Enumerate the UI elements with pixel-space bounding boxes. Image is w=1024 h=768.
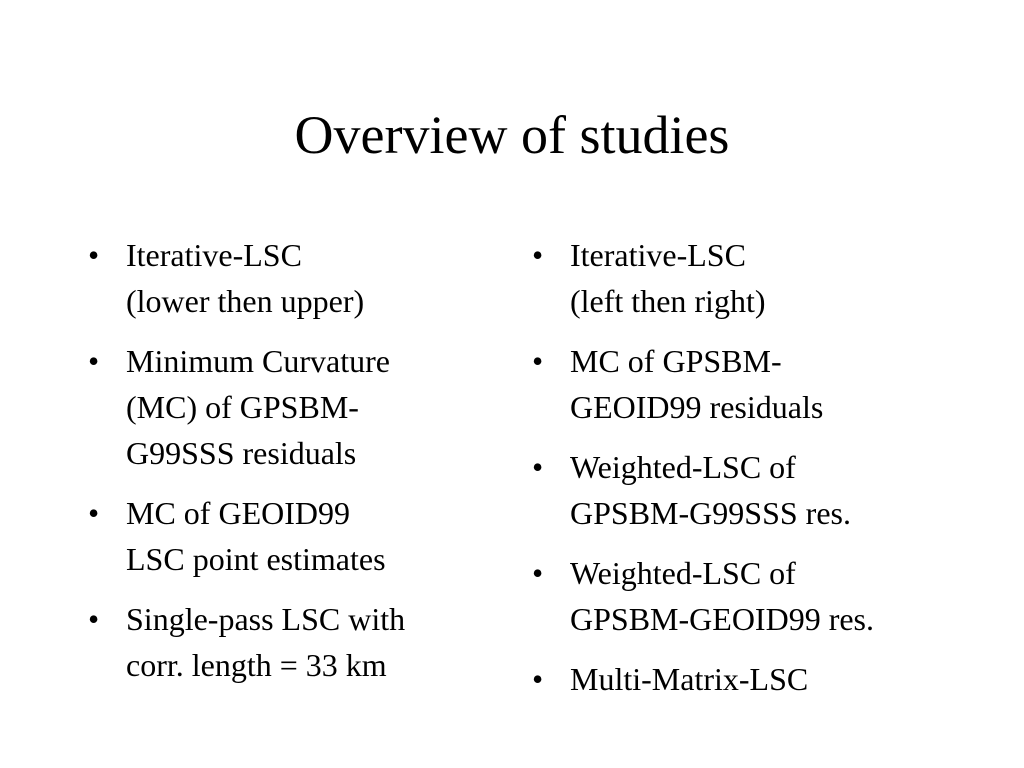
bullet-icon: • bbox=[532, 237, 544, 273]
list-item bbox=[532, 232, 1002, 324]
list-item bbox=[88, 338, 508, 476]
item-text-line: (MC) of GPSBM- bbox=[126, 389, 359, 425]
item-text-line: GPSBM-G99SSS res. bbox=[570, 495, 851, 531]
bullet-icon: • bbox=[532, 449, 544, 485]
item-text-line: Weighted-LSC of bbox=[570, 555, 796, 591]
bullet-icon: • bbox=[532, 661, 544, 697]
item-text-line: Iterative-LSC bbox=[570, 237, 746, 273]
item-text-line: G99SSS residuals bbox=[126, 435, 357, 471]
list-item bbox=[532, 656, 1002, 702]
item-text-line: MC of GPSBM- bbox=[570, 343, 782, 379]
item-text-line: GPSBM-GEOID99 res. bbox=[570, 601, 874, 637]
item-text-line: corr. length = 33 km bbox=[126, 647, 387, 683]
item-text-line: (lower then upper) bbox=[126, 283, 365, 319]
bullet-icon: • bbox=[88, 343, 100, 379]
list-item bbox=[88, 490, 508, 582]
bullet-icon: • bbox=[532, 555, 544, 591]
slide-title: Overview of studies bbox=[294, 105, 730, 165]
list-item bbox=[532, 338, 1002, 430]
item-text-line: MC of GEOID99 bbox=[126, 495, 350, 531]
right-bullet-list bbox=[532, 232, 1002, 716]
list-item bbox=[532, 550, 1002, 642]
left-bullet-list bbox=[88, 232, 508, 702]
item-text-line: Single-pass LSC with bbox=[126, 601, 406, 637]
bullet-icon: • bbox=[88, 495, 100, 531]
bullet-icon: • bbox=[88, 237, 100, 273]
item-text-line: GEOID99 residuals bbox=[570, 389, 824, 425]
item-text-line: Iterative-LSC bbox=[126, 237, 302, 273]
item-text-line: (left then right) bbox=[570, 283, 766, 319]
bullet-icon: • bbox=[532, 343, 544, 379]
item-text-line: Weighted-LSC of bbox=[570, 449, 796, 485]
bullet-icon: • bbox=[88, 601, 100, 637]
list-item bbox=[532, 444, 1002, 536]
item-text-line: Minimum Curvature bbox=[126, 343, 390, 379]
item-text-line: LSC point estimates bbox=[126, 541, 386, 577]
item-text-line: Multi-Matrix-LSC bbox=[570, 661, 809, 697]
list-item bbox=[88, 596, 508, 688]
list-item bbox=[88, 232, 508, 324]
